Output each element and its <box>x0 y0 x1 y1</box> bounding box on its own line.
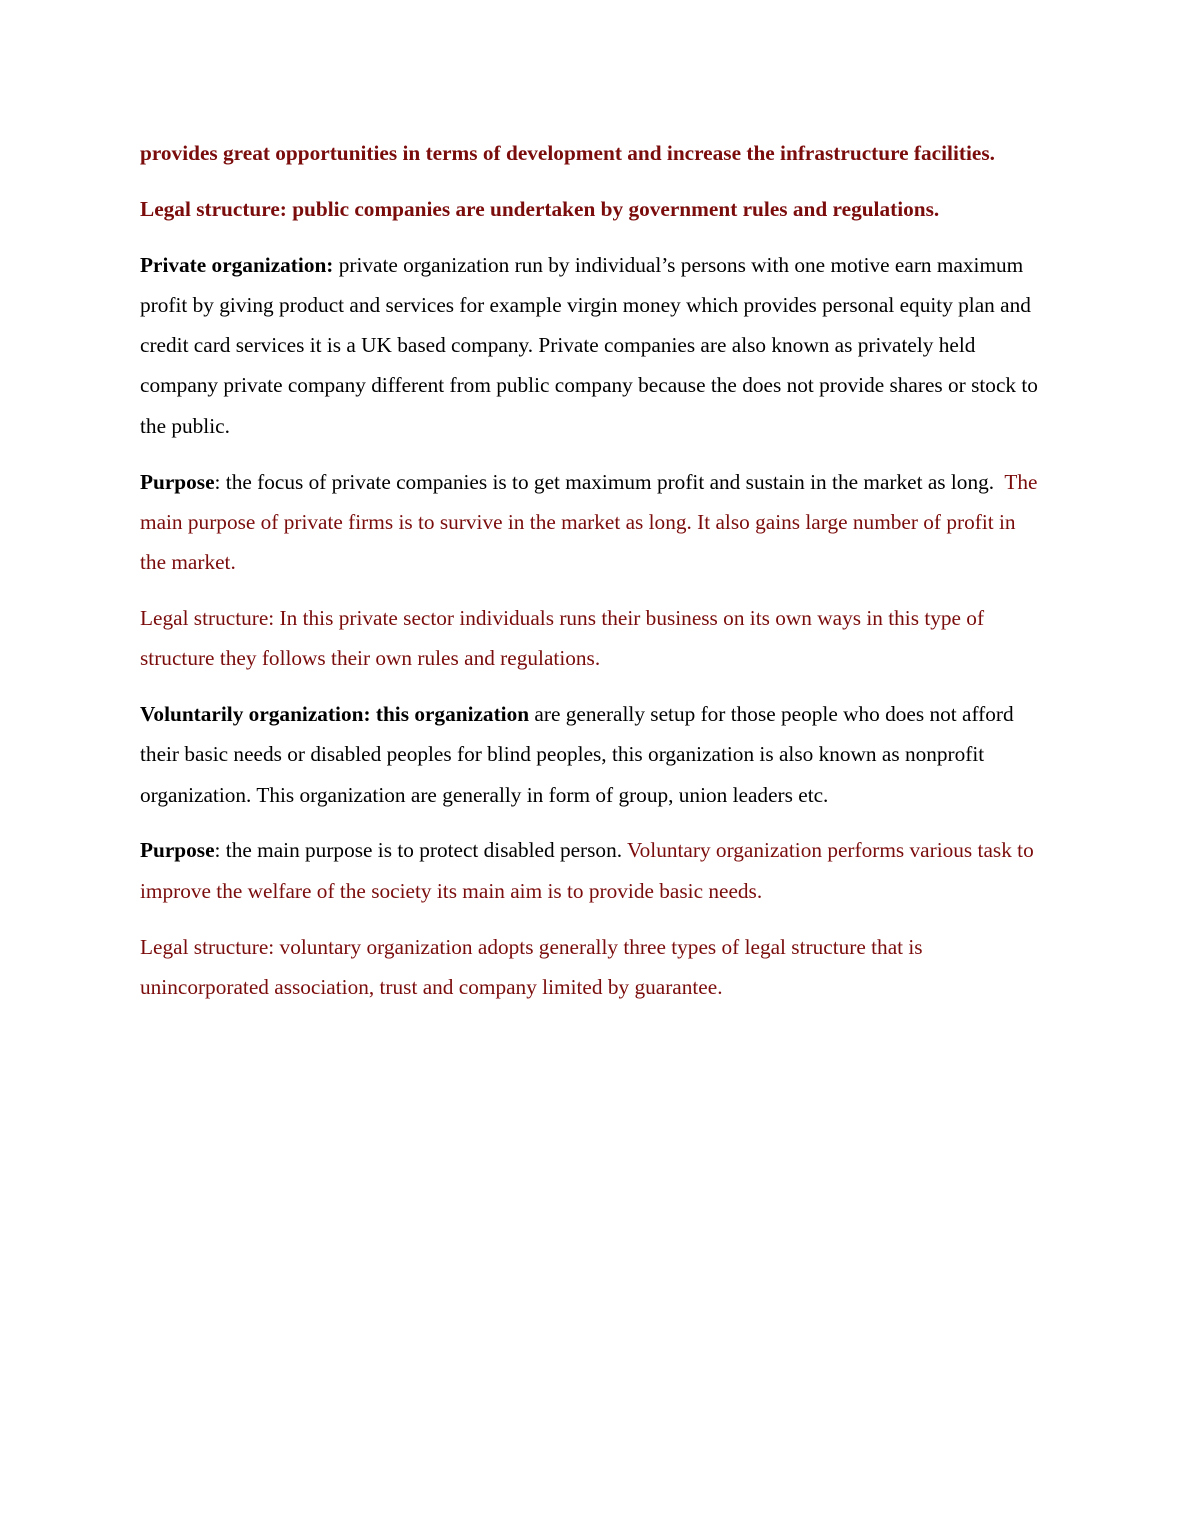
voluntary-purpose-heading: Purpose <box>140 838 215 863</box>
document-page <box>140 133 1045 1023</box>
private-purpose-heading: Purpose <box>140 469 215 494</box>
paragraph-voluntary-organization <box>140 694 1045 815</box>
private-organization-body: private organization run by individual’s persons with one motive earn maximum profit by giving product and services for example virgin money which provides personal equity plan and credit card services it is a UK based company. Private companies are also known as privately held company private company different from public company because the does not provide shares or stock to the public. <box>140 252 1038 438</box>
voluntary-organization-body: are generally setup for those people who does not afford their basic needs or disabled peoples for blind peoples, this organization is also known as nonprofit organization. This organization are generally in form of group, union leaders etc. <box>140 702 1014 807</box>
paragraph-voluntary-purpose <box>140 830 1045 911</box>
paragraph-public-legal-structure: Legal structure: public companies are undertaken by government rules and regulations. <box>140 196 940 221</box>
private-purpose-body: : the focus of private companies is to get maximum profit and sustain in the market as long. <box>214 469 1005 494</box>
paragraph-voluntary-legal-structure: Legal structure: voluntary organization adopts generally three types of legal structure that is unincorporated association, trust and company limited by guarantee. <box>140 934 923 999</box>
paragraph-public-opportunities: provides great opportunities in terms of development and increase the infrastructure facilities. <box>140 141 995 165</box>
private-organization-heading: Private organization: <box>140 252 334 277</box>
voluntary-purpose-body: : the main purpose is to protect disabled person. <box>214 838 627 863</box>
voluntary-organization-heading: Voluntarily organization: this organization <box>140 702 530 727</box>
paragraph-private-legal-structure: Legal structure: In this private sector individuals runs their business on its own ways in this type of structure they follows their own rules and regulations. <box>140 605 985 671</box>
voluntary-purpose-red-text: Voluntary organization performs various task to improve the welfare of the society its main aim is to provide basic needs. <box>140 838 1034 903</box>
paragraph-private-purpose <box>140 462 1045 583</box>
paragraph-private-organization <box>140 245 1045 446</box>
private-purpose-red-text: The main purpose of private firms is to survive in the market as long. It also gains large number of profit in the market. <box>140 469 1038 575</box>
